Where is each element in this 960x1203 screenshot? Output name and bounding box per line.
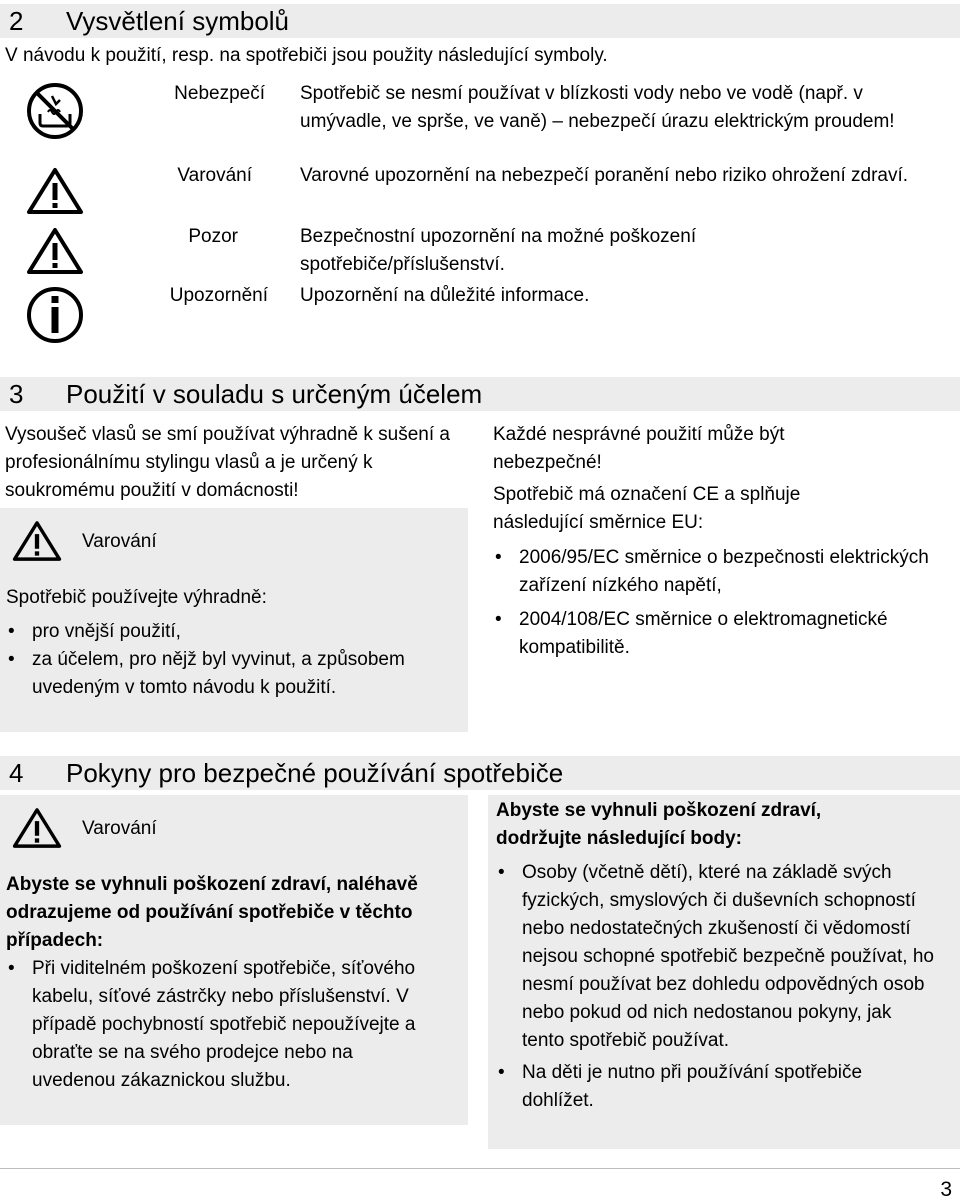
symbol-label: Upozornění (169, 285, 268, 306)
warning-triangle-icon (26, 167, 84, 215)
warning-triangle-icon (26, 227, 84, 275)
list-item: • 2006/95/EC směrnice o bezpečnosti elektrických zařízení nízkého napětí, (493, 544, 958, 600)
section-number: 2 (9, 6, 24, 36)
list-item: • 2004/108/EC směrnice o elektromagnetické kompatibilitě. (493, 606, 958, 662)
warning-label: Varování (82, 818, 157, 839)
page-number: 3 (940, 1178, 952, 1201)
symbol-description: Bezpečnostní upozornění na možné poškození spotřebiče/příslušenství. (300, 226, 697, 275)
right-paragraph: Spotřebič má označení CE a splňuje následující směrnice EU: (493, 484, 801, 533)
section-number: 4 (9, 758, 24, 788)
list-item: • Na děti je nutno při používání spotřebiče dohlížet. (496, 1059, 936, 1115)
list-item: • Při viditelném poškození spotřebiče, síťového kabelu, síťové zástrčky nebo příslušenství. V případě pochybností spotřebič nepoužívejte a obraťte se na svého prodejce nebo na uvedenou zákaznickou službu. (6, 955, 416, 1095)
section-title: Vysvětlení symbolů (66, 6, 290, 36)
no-water-icon (26, 82, 84, 140)
warning-box-header (0, 508, 468, 576)
warning-triangle-icon (12, 806, 62, 850)
warning-triangle-icon (12, 519, 62, 563)
warning-box-header (0, 795, 468, 863)
symbol-label: Varování (177, 165, 252, 186)
right-heading: Abyste se vyhnuli poškození zdraví, dodržujte následující body: (496, 800, 822, 849)
list-item: • za účelem, pro nějž byl vyvinut, a způsobem uvedeným v tomto návodu k použití. (6, 646, 436, 702)
section-4-header (0, 756, 960, 790)
section-number: 3 (9, 379, 24, 409)
info-circle-icon (26, 286, 84, 344)
warning-list (6, 618, 436, 702)
warning-heading: Abyste se vyhnuli poškození zdraví, naléhavě odrazujeme od používání spotřebiče v těchto případech: (6, 874, 418, 951)
list-item: • Osoby (včetně dětí), které na základě svých fyzických, smyslových či duševních schopností nebo nedostatečných zkušeností či vědomostí nejsou schopné spotřebič bezpečně používat, ho nesmí používat bez dohledu odpovědných osob nebo pokud od nich nedostanou pokyny, jak tento spotřebič používat. (496, 859, 936, 1055)
symbol-description: Upozornění na důležité informace. (300, 285, 590, 306)
section-title: Pokyny pro bezpečné používání spotřebiče (66, 758, 564, 788)
warning-list (6, 955, 416, 1095)
section-title: Použití v souladu s určeným účelem (66, 379, 483, 409)
right-paragraph: Každé nesprávné použití může být nebezpečné! (493, 424, 785, 473)
list-item: • pro vnější použití, (6, 618, 436, 646)
footer-rule (0, 1168, 960, 1169)
section-3-header (0, 377, 960, 411)
directive-list (493, 544, 958, 662)
warning-lead: Spotřebič používejte výhradně: (6, 587, 267, 608)
right-list (496, 859, 936, 1115)
warning-label: Varování (82, 531, 157, 552)
symbol-label: Nebezpečí (174, 83, 265, 104)
symbol-label: Pozor (188, 226, 238, 247)
symbol-description: Varovné upozornění na nebezpečí poranění nebo riziko ohrožení zdraví. (300, 165, 909, 186)
symbol-description: Spotřebič se nesmí používat v blízkosti vody nebo ve vodě (např. v umývadle, ve sprše, ve vaně) – nebezpečí úrazu elektrickým proudem! (300, 83, 895, 132)
section-2-intro: V návodu k použití, resp. na spotřebiči jsou použity následující symboly. (5, 45, 608, 66)
right-info-box (488, 795, 960, 1149)
section-2-header (0, 4, 960, 38)
warning-box-body (0, 576, 468, 732)
warning-box-body (0, 863, 468, 1125)
section-3-intro: Vysoušeč vlasů se smí používat výhradně k sušení a profesionálnímu stylingu vlasů a je určený k soukromému použití v domácnosti! (5, 424, 450, 501)
